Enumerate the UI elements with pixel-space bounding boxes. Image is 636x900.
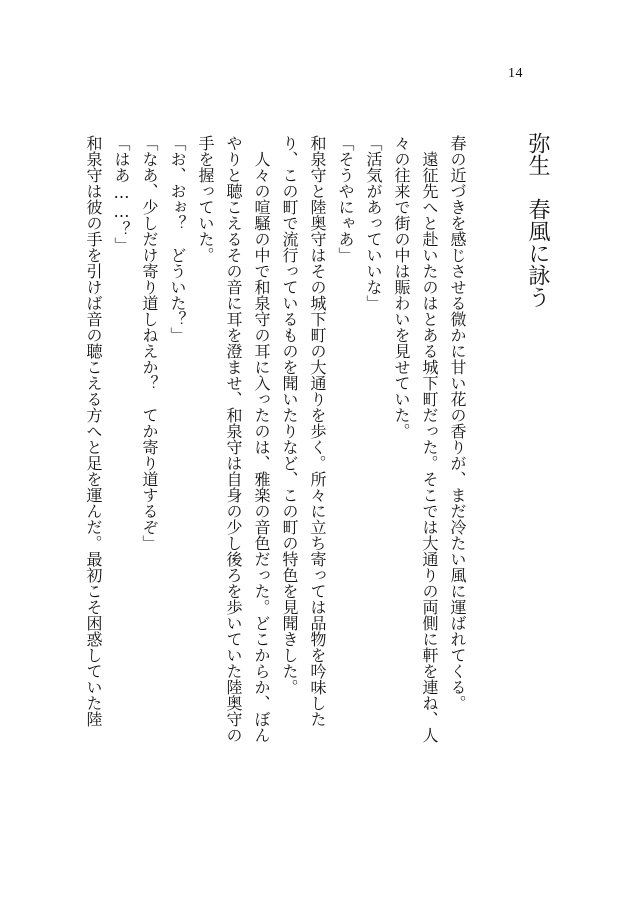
- text-line: 「はあ……？」: [112, 135, 131, 253]
- text-line: 「そうやにゃあ」: [336, 135, 355, 263]
- text-line: 人々の喧騒の中で和泉守の耳に入ったのは、雅楽の音色だった。どこからか、ぼん: [252, 135, 271, 743]
- text-line: 手を握っていた。: [196, 135, 215, 263]
- text-line: り、この町で流行っているものを聞いたりなど、この町の特色を見聞きした。: [280, 135, 299, 695]
- text-line: 「活気があっていいな」: [364, 135, 383, 311]
- page-number: 14: [508, 66, 523, 81]
- text-line: 「なあ、少しだけ寄り道しねえか？ てか寄り道するぞ」: [140, 135, 159, 551]
- body-text: [79, 135, 471, 765]
- text-line: 遠征先へと赴いたのはとある城下町だった。そこでは大通りの両側に軒を連ね、人: [420, 135, 439, 743]
- text-line: やりと聴こえるその音に耳を澄ませ、和泉守は自身の少し後ろを歩いていた陸奥守の: [224, 135, 243, 743]
- text-line: 和泉守と陸奥守はその城下町の大通りを歩く。所々に立ち寄っては品物を吟味した: [308, 135, 327, 727]
- text-line: 春の近づきを感じさせる微かに甘い花の香りが、まだ冷たい風に運ばれてくる。: [448, 135, 467, 711]
- text-line: 々の往来で街の中は賑わいを見せていた。: [392, 135, 411, 439]
- chapter-title: 弥生 春風に詠う: [525, 132, 550, 308]
- text-line: 「お、おぉ？ どういた？」: [168, 135, 187, 343]
- text-line: 和泉守は彼の手を引けば音の聴こえる方へと足を運んだ。最初こそ困惑していた陸: [84, 135, 103, 727]
